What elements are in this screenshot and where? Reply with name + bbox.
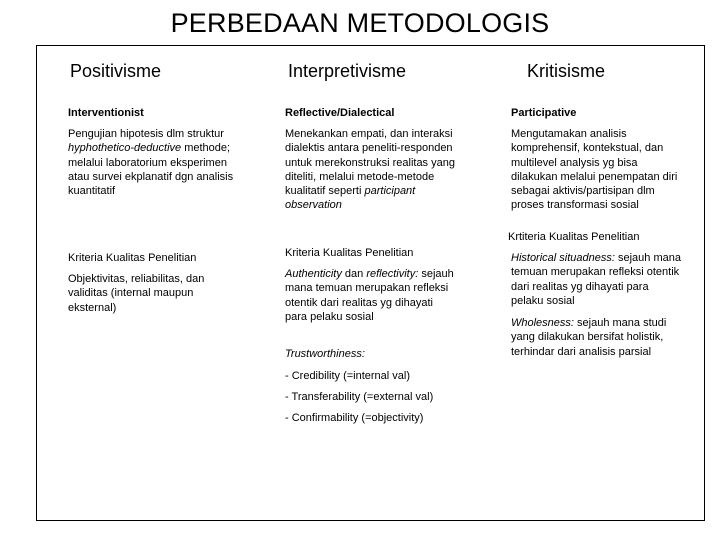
historical-situadness-block — [511, 251, 681, 308]
authenticity-label: Authenticity — [285, 268, 342, 280]
approach-positivisme: Interventionist — [68, 107, 144, 119]
column-header-kritisisme: Kritisisme — [527, 61, 606, 81]
trustworthiness-label — [285, 347, 365, 361]
desc-italic: hyphothetico-deductive — [68, 142, 182, 155]
description-kritisisme: Mengutamakan analisis komprehensif, kontekstual, dan multilevel analysis yg bisa dilakukan melalui penempatan diri sebagai aktivis/partisipan dlm proses transformasi sosial — [511, 128, 678, 212]
authenticity-text: sejauh mana temuan merupakan refleksi otentik dari realitas yg dihayati para pelaku sosial — [285, 268, 454, 323]
historical-text: sejauh mana temuan merupakan refleksi otentik dari realitas yg dihayati para pelaku sosial — [511, 252, 681, 307]
reflectivity-label: reflectivity: — [366, 268, 419, 280]
approach-interpretivisme: Reflective/Dialectical — [285, 107, 395, 119]
wholesness-label: Wholesness: — [511, 317, 574, 329]
wholesness-text: sejauh mana studi yang dilakukan bersifat holistik, terhindar dari analisis parsial — [511, 317, 667, 358]
column-header-interpretivisme: Interpretivisme — [288, 61, 407, 81]
criteria-title-interpretivisme: Kriteria Kualitas Penelitian — [285, 247, 414, 259]
authenticity-block — [285, 267, 457, 324]
column-header-positivisme: Positivisme — [70, 61, 162, 81]
authenticity-connector: dan — [341, 268, 367, 280]
wholesness-block — [511, 316, 671, 359]
approach-kritisisme: Participative — [511, 107, 577, 119]
trust-item-confirmability: - Confirmability (=objectivity) — [285, 412, 424, 424]
criteria-text-positivisme: Objektivitas, reliabilitas, dan validitas (internal maupun eksternal) — [68, 273, 205, 314]
desc-text: Menekankan empati, dan interaksi dialektis antara peneliti-responden untuk merekonstruksi realitas yang diteliti, melalui metode-metode kualitatif seperti — [285, 128, 455, 198]
criteria-title-kritisisme: Krtiteria Kualitas Penelitian — [508, 231, 640, 243]
desc-text: Pengujian hipotesis dlm struktur — [68, 128, 224, 140]
desc-text: methode; melalui laboratorium eksperimen atau survei ekplanatif dgn analisis kuantitatif — [68, 142, 234, 198]
criteria-title-positivisme: Kriteria Kualitas Penelitian — [68, 252, 197, 264]
description-positivisme — [68, 127, 248, 198]
description-interpretivisme — [285, 127, 461, 213]
trust-item-transferability: - Transferability (=external val) — [285, 391, 434, 403]
historical-label: Historical situadness: — [511, 252, 615, 264]
trustworthiness-text: Trustworthiness: — [285, 348, 365, 360]
page-title: PERBEDAAN METODOLOGIS — [170, 8, 550, 38]
desc-italic: participant observation — [285, 185, 416, 212]
trust-item-credibility: - Credibility (=internal val) — [285, 370, 411, 382]
